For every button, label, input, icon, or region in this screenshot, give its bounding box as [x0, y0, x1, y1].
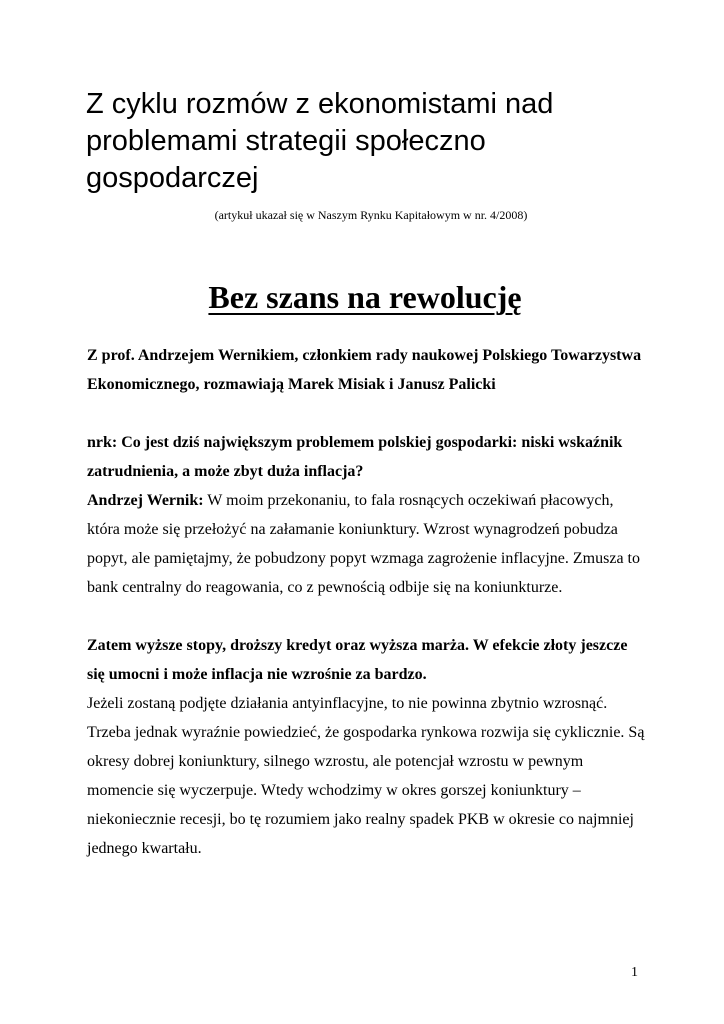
article-note: (artykuł ukazał się w Naszym Rynku Kapitałowym w nr. 4/2008) — [214, 208, 528, 222]
article-body — [87, 341, 647, 863]
headline: Bez szans na rewolucję — [208, 279, 522, 315]
page-number: 1 — [631, 965, 638, 980]
answer-1 — [87, 486, 647, 602]
answer-1-speaker: Andrzej Wernik: — [87, 492, 204, 509]
question-1: nrk: Co jest dziś największym problemem polskiej gospodarki: niski wskaźnik zatrudnienia, a może zbyt duża inflacja? — [87, 434, 623, 480]
answer-1-text: W moim przekonaniu, to fala rosnących oczekiwań płacowych, która może się przełożyć na załamanie koniunktury. Wzrost wynagrodzeń pobudza popyt, ale pamiętajmy, że pobudzony popyt wzmaga zagrożenie inflacyjne. Zmusza to bank centralny do reagowania, co z pewnością odbije się na koniunkturze. — [87, 492, 640, 596]
paragraph-gap — [87, 602, 647, 631]
answer-2: Jeżeli zostaną podjęte działania antyinflacyjne, to nie powinna zbytnio wzrosnąć. Trzeba jednak wyraźnie powiedzieć, że gospodarka rynkowa rozwija się cyklicznie. Są okresy dobrej koniunktury, silnego wzrostu, ale potencjał wzrostu w pewnym momencie się wyczerpuje. Wtedy wchodzimy w okres gorszej koniunktury – niekoniecznie recesji, bo tę rozumiem jako realny spadek PKB w okresie co najmniej jednego kwartału. — [87, 695, 645, 857]
question-2: Zatem wyższe stopy, droższy kredyt oraz wyższa marża. W efekcie złoty jeszcze się umocni i może inflacja nie wzrośnie za bardzo. — [87, 637, 628, 683]
cycle-title: Z cyklu rozmów z ekonomistami nad problemami strategii społeczno gospodarczej — [86, 88, 554, 194]
interview-intro: Z prof. Andrzejem Wernikiem, członkiem rady naukowej Polskiego Towarzystwa Ekonomicznego, rozmawiają Marek Misiak i Janusz Palicki — [87, 347, 642, 393]
paragraph-gap — [87, 399, 647, 428]
